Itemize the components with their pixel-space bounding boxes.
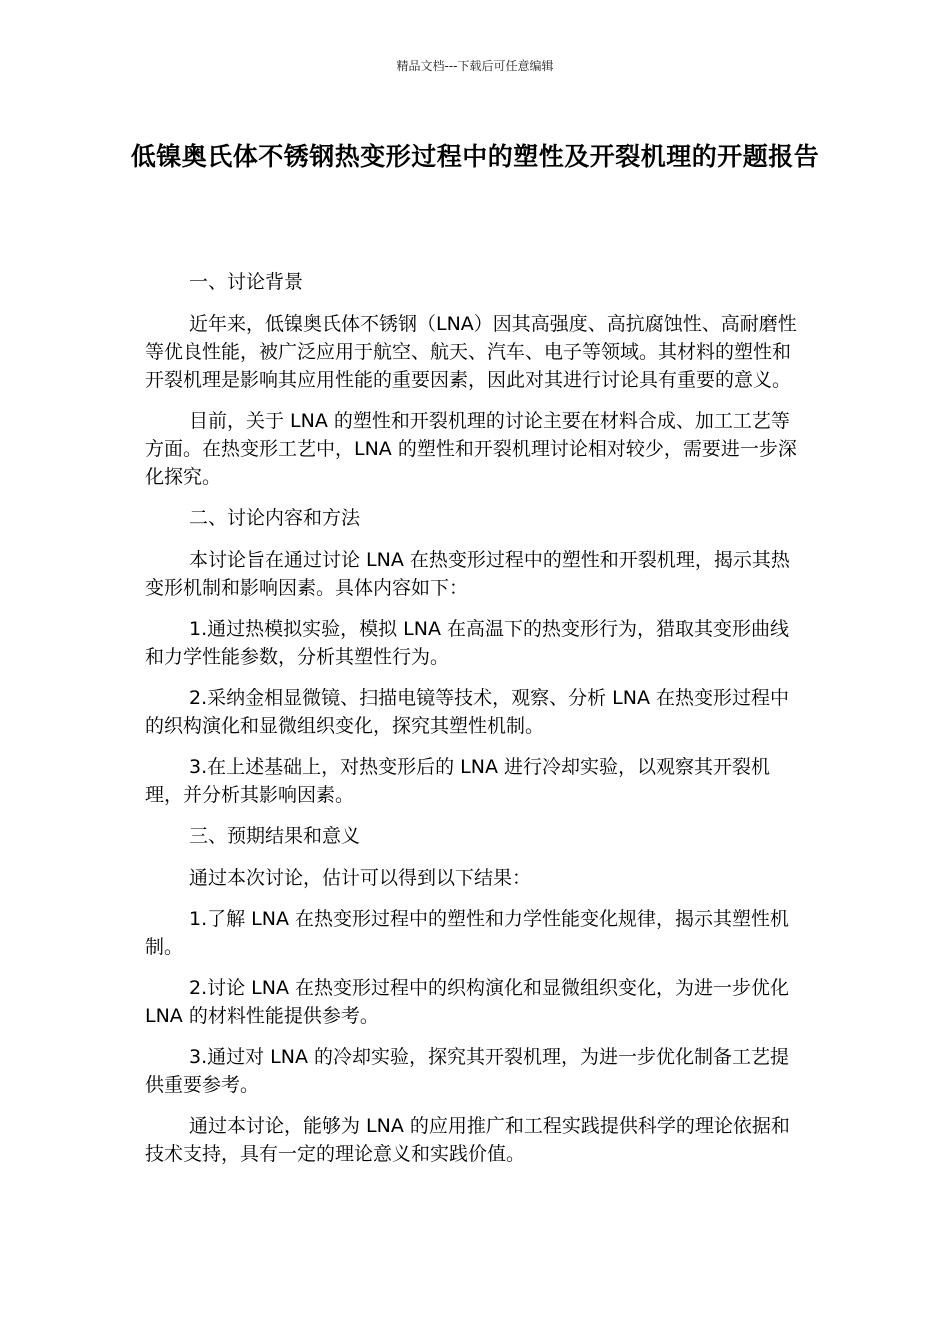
list-item-method-1: 1.通过热模拟实验，模拟 LNA 在高温下的热变形行为，猎取其变形曲线和力学性能参数，分析其塑性行为。 bbox=[145, 618, 790, 668]
header-note: 精品文档---下载后可任意编辑 bbox=[396, 59, 554, 73]
section-heading-content-methods: 二、讨论内容和方法 bbox=[189, 507, 361, 529]
document-title: 低镍奥氏体不锈钢热变形过程中的塑性及开裂机理的开题报告 bbox=[130, 142, 820, 171]
section-heading-background: 一、讨论背景 bbox=[189, 271, 304, 293]
paragraph-conclusion: 通过本讨论，能够为 LNA 的应用推广和工程实践提供科学的理论依据和技术支持，具有一定的理论意义和实践价值。 bbox=[145, 1115, 790, 1165]
list-item-result-3: 3.通过对 LNA 的冷却实验，探究其开裂机理，为进一步优化制备工艺提供重要参考。 bbox=[145, 1046, 790, 1096]
list-item-result-2: 2.讨论 LNA 在热变形过程中的织构演化和显微组织变化，为进一步优化 LNA 的材料性能提供参考。 bbox=[145, 977, 790, 1027]
paragraph-background-2: 目前，关于 LNA 的塑性和开裂机理的讨论主要在材料合成、加工工艺等方面。在热变形工艺中，LNA 的塑性和开裂机理讨论相对较少，需要进一步深化探究。 bbox=[145, 410, 797, 488]
list-item-method-3: 3.在上述基础上，对热变形后的 LNA 进行冷却实验，以观察其开裂机理，并分析其影响因素。 bbox=[145, 756, 771, 806]
section-heading-expected-results: 三、预期结果和意义 bbox=[189, 825, 361, 847]
paragraph-background-1: 近年来，低镍奥氏体不锈钢（LNA）因其高强度、高抗腐蚀性、高耐磨性等优良性能，被广泛应用于航空、航天、汽车、电子等领域。其材料的塑性和开裂机理是影响其应用性能的重要因素，因此对其进行讨论具有重要的意义。 bbox=[145, 313, 797, 391]
list-item-result-1: 1.了解 LNA 在热变形过程中的塑性和力学性能变化规律，揭示其塑性机制。 bbox=[145, 908, 790, 958]
list-item-method-2: 2.采纳金相显微镜、扫描电镜等技术，观察、分析 LNA 在热变形过程中的织构演化和显微组织变化，探究其塑性机制。 bbox=[145, 687, 790, 737]
paragraph-results-intro: 通过本次讨论，估计可以得到以下结果： bbox=[189, 867, 532, 889]
paragraph-content-intro: 本讨论旨在通过讨论 LNA 在热变形过程中的塑性和开裂机理，揭示其热变形机制和影响因素。具体内容如下： bbox=[145, 549, 790, 599]
document-body bbox=[145, 268, 805, 1181]
